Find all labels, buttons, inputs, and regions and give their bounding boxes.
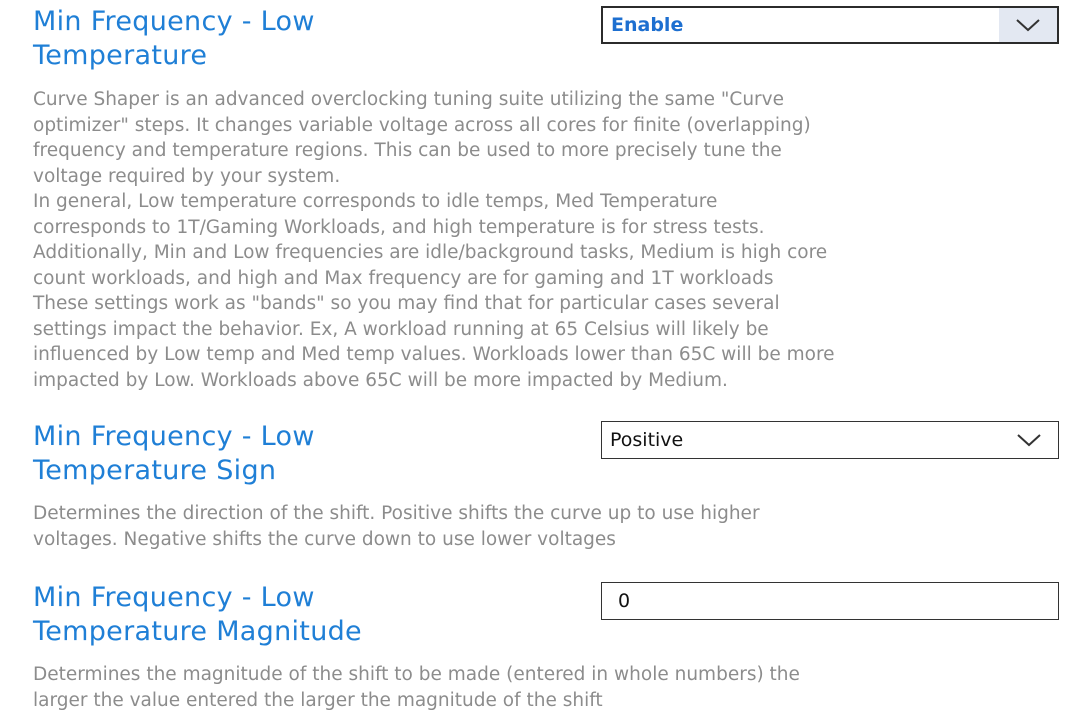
setting-title [33, 5, 453, 73]
description-line: larger the value entered the larger the magnitude of the shift [33, 689, 603, 711]
setting-title-line-1: Min Frequency - Low [33, 6, 315, 37]
select-value: Positive [610, 429, 684, 451]
description-line: voltages. Negative shifts the curve down to use lower voltages [33, 528, 616, 550]
description-line: Additionally, Min and Low frequencies are idle/background tasks, Medium is high core [33, 242, 828, 263]
description-line: Determines the direction of the shift. Positive shifts the curve up to use higher [33, 503, 760, 524]
description-line: In general, Low temperature corresponds to idle temps, Med Temperature [33, 191, 718, 212]
setting-title [33, 420, 453, 488]
description-line: voltage required by your system. [33, 165, 341, 187]
description-line: impacted by Low. Workloads above 65C will be more impacted by Medium. [33, 369, 728, 391]
description-line: influenced by Low temp and Med temp values. Workloads lower than 65C will be more [33, 344, 835, 365]
description-line: Determines the magnitude of the shift to be made (entered in whole numbers) the [33, 664, 800, 685]
setting-title-line-2: Temperature [33, 40, 208, 71]
chevron-down-icon[interactable] [999, 8, 1057, 42]
description-line: settings impact the behavior. Ex, A workload running at 65 Celsius will likely be [33, 318, 769, 340]
setting-title-line-2: Temperature Sign [33, 455, 277, 486]
description-line: Curve Shaper is an advanced overclocking tuning suite utilizing the same "Curve [33, 89, 784, 110]
description-line: count workloads, and high and Max frequency are for gaming and 1T workloads [33, 267, 774, 289]
description-line: frequency and temperature regions. This can be used to more precisely tune the [33, 140, 782, 161]
min-frequency-low-temperature-sign-select[interactable] [601, 421, 1059, 459]
setting-title [33, 581, 453, 649]
setting-title-line-1: Min Frequency - Low [33, 421, 315, 452]
description-line: optimizer" steps. It changes variable voltage across all cores for finite (overlapping) [33, 114, 811, 136]
description-line: corresponds to 1T/Gaming Workloads, and high temperature is for stress tests. [33, 216, 765, 238]
setting-description [33, 662, 1033, 713]
setting-title-line-1: Min Frequency - Low [33, 582, 315, 613]
setting-description [33, 87, 1033, 393]
min-frequency-low-temperature-select[interactable] [601, 6, 1059, 44]
description-line: These settings work as "bands" so you may find that for particular cases several [33, 293, 780, 314]
input-value: 0 [618, 590, 631, 612]
min-frequency-low-temperature-magnitude-input[interactable] [601, 582, 1059, 620]
setting-title-line-2: Temperature Magnitude [33, 616, 362, 647]
select-value: Enable [611, 14, 684, 36]
setting-description [33, 501, 1033, 552]
chevron-down-icon[interactable] [1000, 422, 1058, 458]
